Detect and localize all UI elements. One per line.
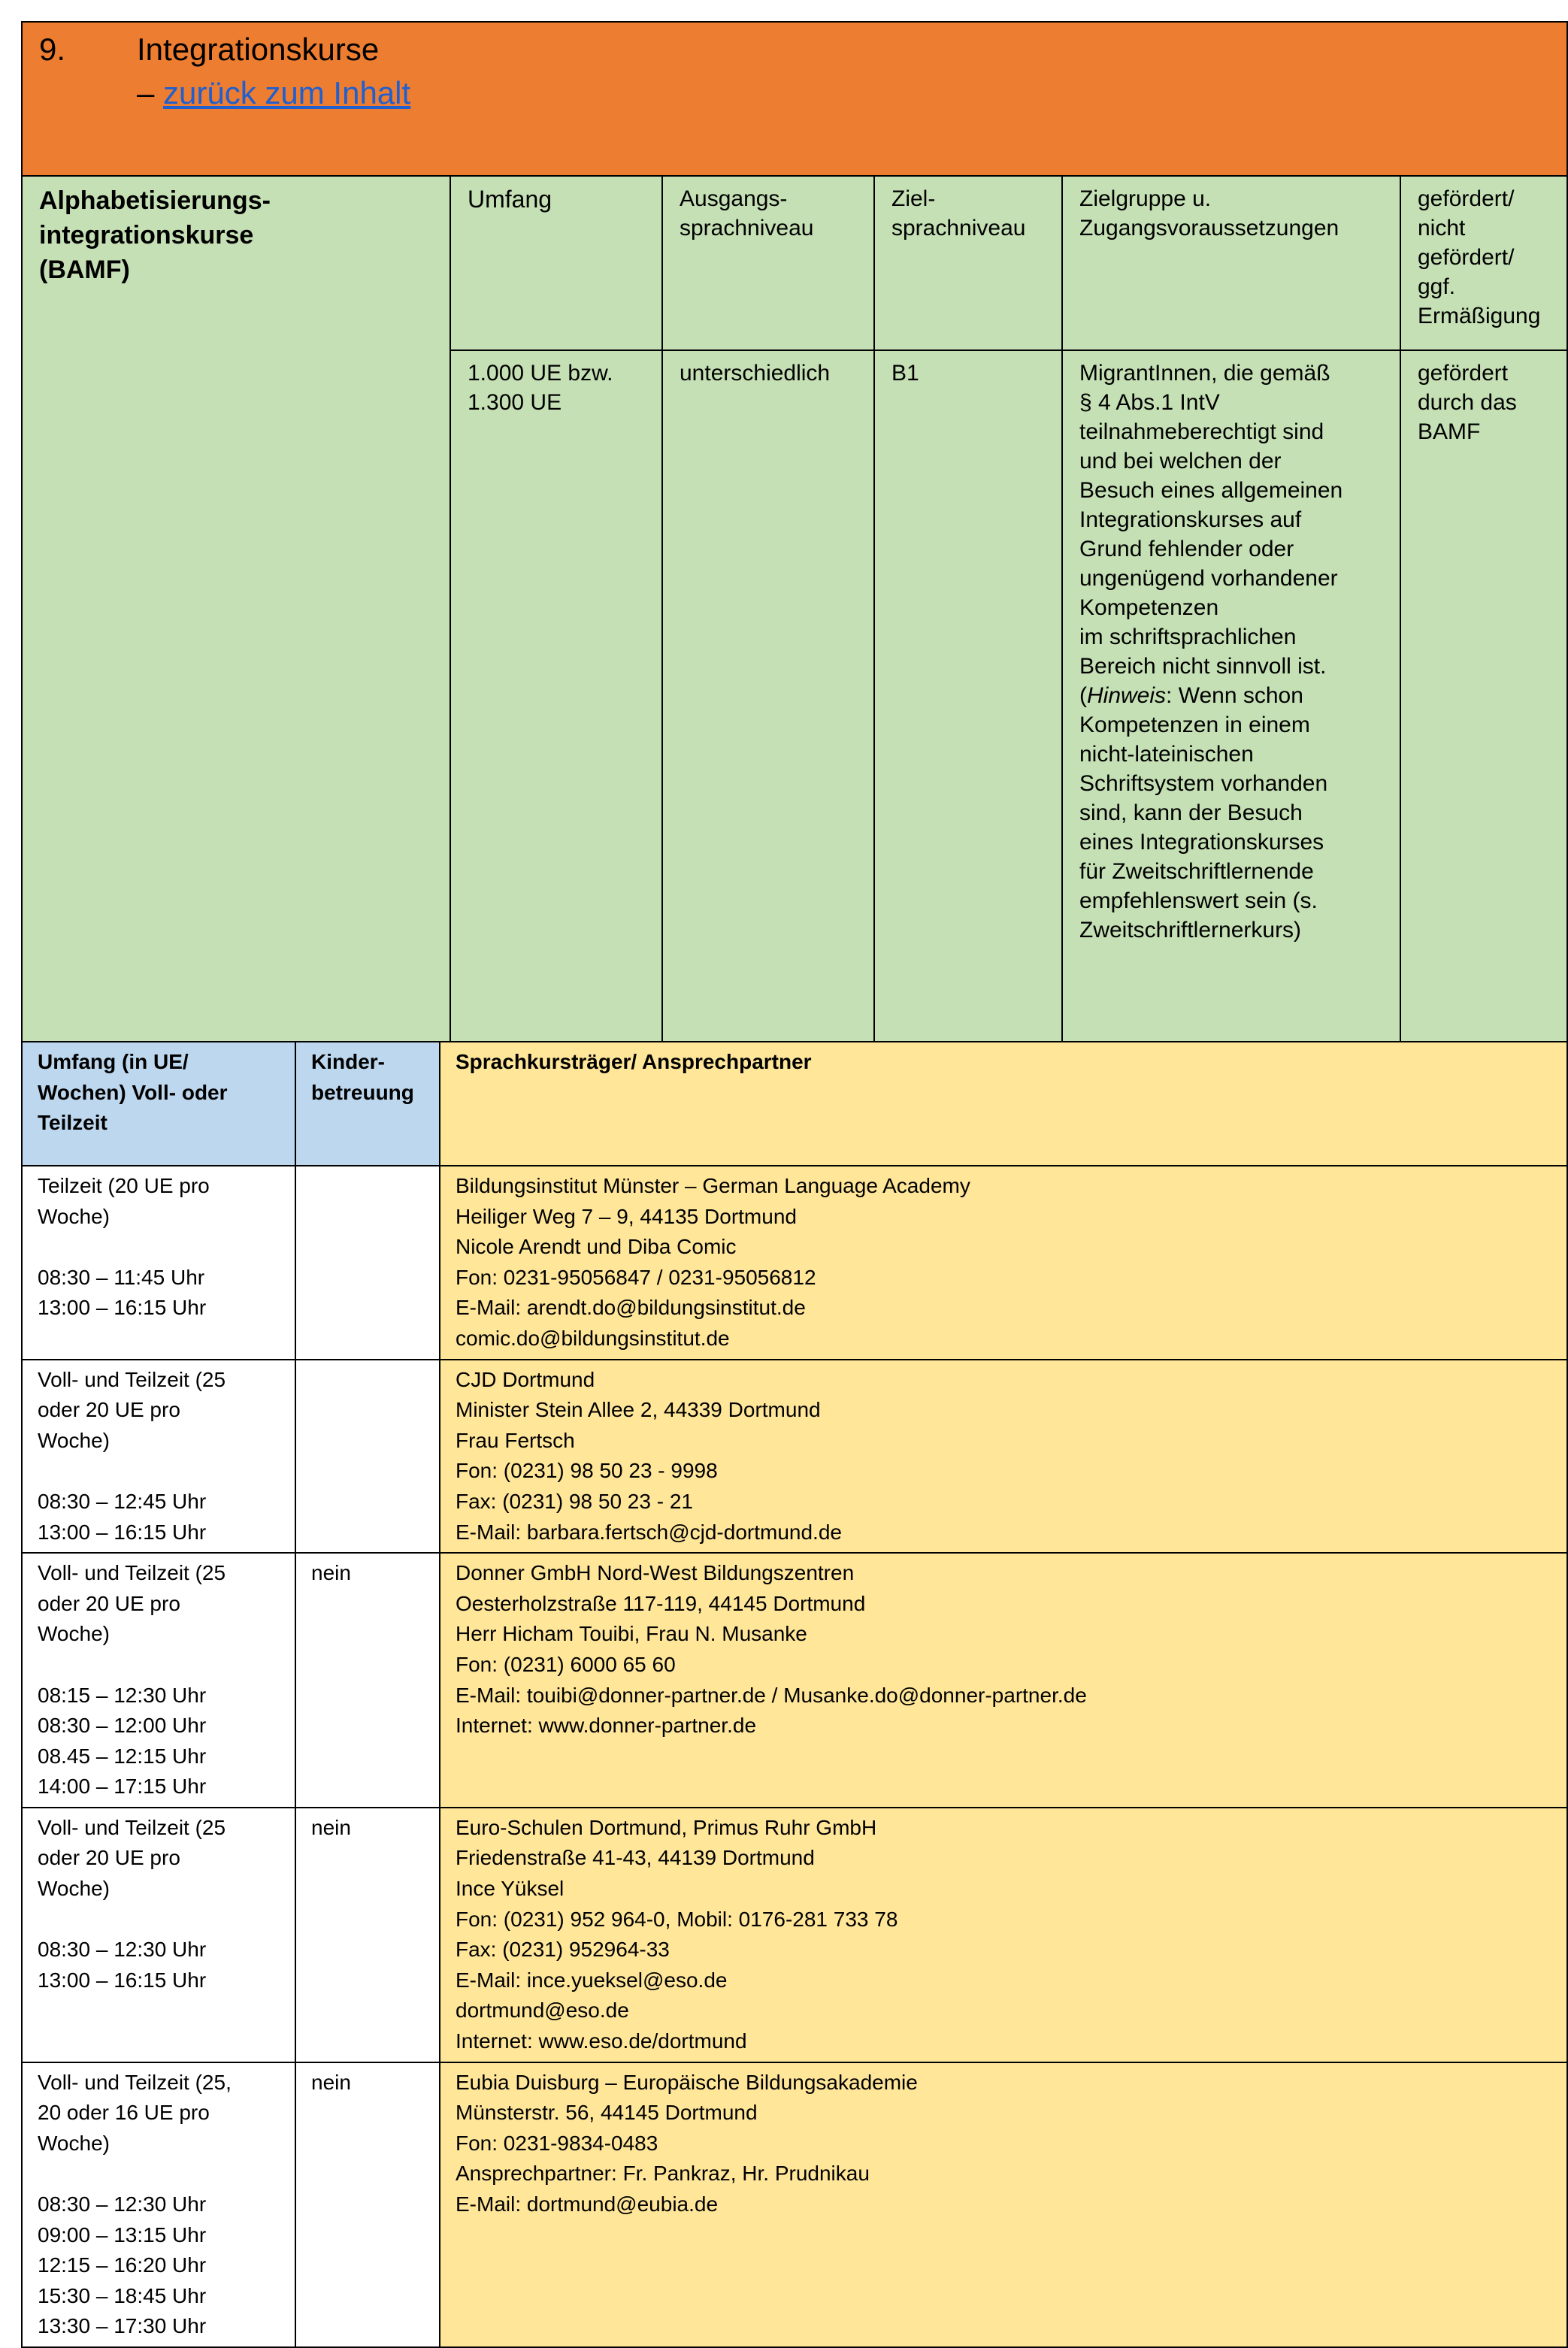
row-umfang: Voll- und Teilzeit (25 oder 20 UE pro Woche) 08:30 – 12:30 Uhr 13:00 – 16:15 Uhr (22, 1808, 295, 2062)
col-header-umfang-wochen: Umfang (in UE/ Wochen) Voll- oder Teilzeit (22, 1042, 295, 1166)
row-traeger: Donner GmbH Nord-West Bildungszentren Oesterholzstraße 117-119, 44145 Dortmund Herr Hicham Touibi, Frau N. Musanke Fon: (0231) 6000 65 60 E-Mail: touibi@donner-partner.de / Musanke.do@donner-partner.de Internet: www.donner-partner.de (440, 1553, 1567, 1808)
col-header-foerderung: gefördert/ nicht gefördert/ ggf. Ermäßigung (1400, 176, 1567, 350)
row-kinderbetreuung (295, 1166, 440, 1360)
col-header-zielgruppe: Zielgruppe u. Zugangsvoraussetzungen (1062, 176, 1400, 350)
document-page (21, 21, 1566, 2348)
row-traeger: Eubia Duisburg – Europäische Bildungsakademie Münsterstr. 56, 44145 Dortmund Fon: 0231-9834-0483 Ansprechpartner: Fr. Pankraz, Hr. Prudnikau E-Mail: dortmund@eubia.de (440, 2062, 1567, 2347)
section-title: Integrationskurse (137, 32, 380, 67)
providers-table (21, 1041, 1568, 2348)
cell-ausgangsniveau: unterschiedlich (662, 350, 874, 1042)
col-header-ausgangsniveau: Ausgangs- sprachniveau (662, 176, 874, 350)
row-traeger: CJD Dortmund Minister Stein Allee 2, 44339 Dortmund Frau Fertsch Fon: (0231) 98 50 23 - 9998 Fax: (0231) 98 50 23 - 21 E-Mail: barbara.fertsch@cjd-dortmund.de (440, 1360, 1567, 1554)
table-row (22, 1360, 1567, 1554)
cell-umfang: 1.000 UE bzw. 1.300 UE (450, 350, 662, 1042)
section-header (22, 22, 1567, 176)
table-row (22, 1553, 1567, 1808)
row-umfang: Voll- und Teilzeit (25, 20 oder 16 UE pro Woche) 08:30 – 12:30 Uhr 09:00 – 13:15 Uhr 12:15 – 16:20 Uhr 15:30 – 18:45 Uhr 13:30 – 17:30 Uhr (22, 2062, 295, 2347)
col-header-kinderbetreuung: Kinder- betreuung (295, 1042, 440, 1166)
course-table (21, 21, 1568, 1042)
cell-zielniveau: B1 (874, 350, 1062, 1042)
row-kinderbetreuung (295, 1360, 440, 1554)
row-umfang: Voll- und Teilzeit (25 oder 20 UE pro Woche) 08:15 – 12:30 Uhr 08:30 – 12:00 Uhr 08.45 – 12:15 Uhr 14:00 – 17:15 Uhr (22, 1553, 295, 1808)
table-row (22, 1166, 1567, 1360)
back-link-line (137, 72, 410, 115)
zielgruppe-hint-label: Hinweis (1087, 683, 1167, 708)
col-header-umfang: Umfang (450, 176, 662, 350)
row-kinderbetreuung: nein (295, 1808, 440, 2062)
row-umfang: Teilzeit (20 UE pro Woche) 08:30 – 11:45 Uhr 13:00 – 16:15 Uhr (22, 1166, 295, 1360)
zielgruppe-hint-text: : Wenn schon Kompetenzen in einem nicht-lateinischen Schriftsystem vorhanden sind, kann der Besuch eines Integrationskurses für Zweitschriftlernende empfehlenswert sein (s. Zweitschriftlernerkurs) (1079, 683, 1328, 943)
row-umfang: Voll- und Teilzeit (25 oder 20 UE pro Woche) 08:30 – 12:45 Uhr 13:00 – 16:15 Uhr (22, 1360, 295, 1554)
cell-zielgruppe (1062, 350, 1400, 1042)
row-traeger: Bildungsinstitut Münster – German Language Academy Heiliger Weg 7 – 9, 44135 Dortmund Nicole Arendt und Diba Comic Fon: 0231-95056847 / 0231-95056812 E-Mail: arendt.do@bildungsinstitut.de comic.do@bildungsinstitut.de (440, 1166, 1567, 1360)
zielgruppe-text: MigrantInnen, die gemäß § 4 Abs.1 IntV teilnahmeberechtigt sind und bei welchen der Besuch eines allgemeinen Integrationskurses auf Grund fehlender oder ungenügend vorhandener Kompetenzen im schriftsprachlichen Bereich nicht sinnvoll ist. ( (1079, 361, 1343, 708)
col-header-sprachkurstraeger: Sprachkursträger/ Ansprechpartner (440, 1042, 1567, 1166)
row-kinderbetreuung: nein (295, 1553, 440, 1808)
table-row (22, 1808, 1567, 2062)
back-link-prefix: – (137, 75, 164, 110)
section-number: 9. (39, 32, 66, 67)
row-traeger: Euro-Schulen Dortmund, Primus Ruhr GmbH Friedenstraße 41-43, 44139 Dortmund Ince Yüksel Fon: (0231) 952 964-0, Mobil: 0176-281 733 78 Fax: (0231) 952964-33 E-Mail: ince.yueksel@eso.de dortmund@eso.de Internet: www.eso.de/dortmund (440, 1808, 1567, 2062)
course-title: Alphabetisierungs- integrationskurse (BAMF) (22, 176, 450, 1042)
table-row (22, 2062, 1567, 2347)
cell-foerderung: gefördert durch das BAMF (1400, 350, 1567, 1042)
row-kinderbetreuung: nein (295, 2062, 440, 2347)
back-to-contents-link[interactable]: zurück zum Inhalt (163, 75, 411, 110)
col-header-zielniveau: Ziel- sprachniveau (874, 176, 1062, 350)
